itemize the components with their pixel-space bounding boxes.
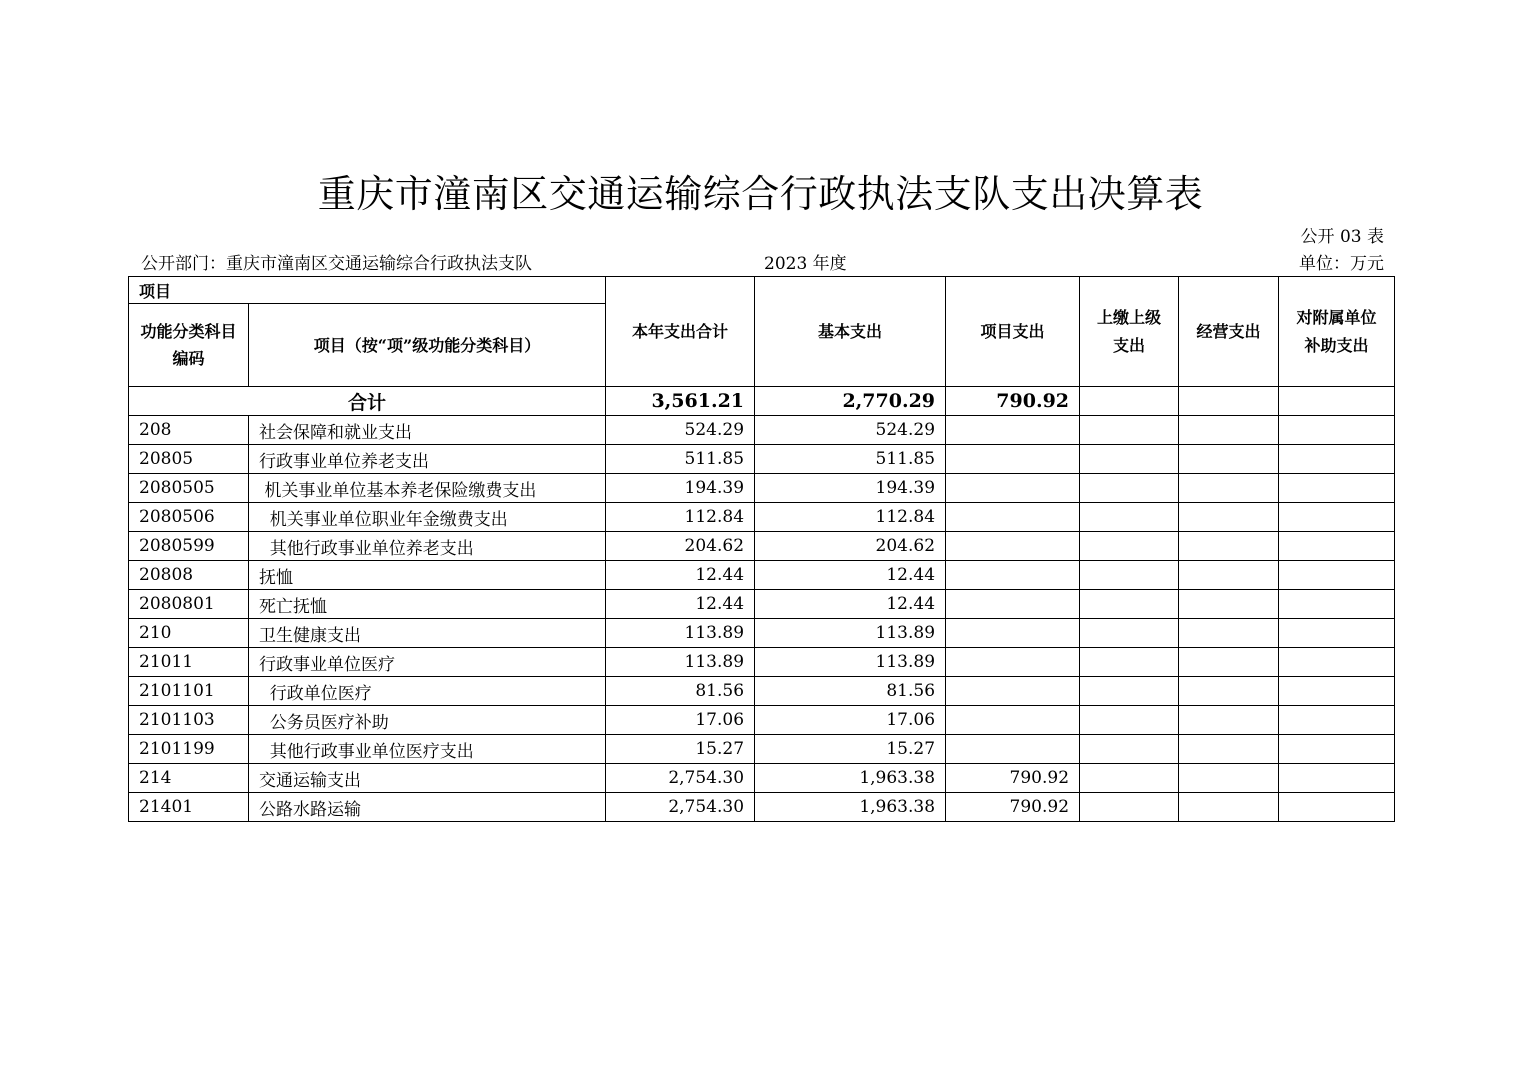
table-row (129, 735, 1395, 764)
total-cell-upper (1080, 387, 1179, 416)
row-code: 21011 (129, 648, 249, 677)
row-basic-expenditure: 12.44 (755, 561, 946, 590)
row-code: 2080505 (129, 474, 249, 503)
expenditure-table (128, 276, 1395, 822)
row-total-expenditure: 12.44 (606, 561, 755, 590)
row-basic-expenditure: 1,963.38 (755, 793, 946, 822)
row-business-expenditure (1179, 677, 1279, 706)
row-upper-expenditure (1080, 445, 1179, 474)
row-project-expenditure (946, 416, 1080, 445)
row-name: 行政事业单位医疗 (249, 648, 606, 677)
row-subsidy-expenditure (1279, 735, 1395, 764)
row-code: 210 (129, 619, 249, 648)
row-subsidy-expenditure (1279, 619, 1395, 648)
row-project-expenditure (946, 648, 1080, 677)
row-upper-expenditure (1080, 561, 1179, 590)
row-subsidy-expenditure (1279, 764, 1395, 793)
row-name: 其他行政事业单位医疗支出 (249, 735, 606, 764)
row-subsidy-expenditure (1279, 532, 1395, 561)
row-upper-expenditure (1080, 706, 1179, 735)
total-cell-basic: 2,770.29 (755, 387, 946, 416)
row-basic-expenditure: 194.39 (755, 474, 946, 503)
row-upper-expenditure (1080, 677, 1179, 706)
row-project-expenditure (946, 590, 1080, 619)
row-business-expenditure (1179, 793, 1279, 822)
table-row (129, 561, 1395, 590)
table-row (129, 706, 1395, 735)
row-total-expenditure: 524.29 (606, 416, 755, 445)
row-basic-expenditure: 112.84 (755, 503, 946, 532)
row-basic-expenditure: 12.44 (755, 590, 946, 619)
row-name: 死亡抚恤 (249, 590, 606, 619)
header-name: 项目（按“项”级功能分类科目） (249, 304, 606, 387)
form-number: 公开 03 表 (1300, 227, 1384, 247)
total-cell-project: 790.92 (946, 387, 1080, 416)
row-total-expenditure: 511.85 (606, 445, 755, 474)
row-project-expenditure (946, 503, 1080, 532)
row-basic-expenditure: 511.85 (755, 445, 946, 474)
row-basic-expenditure: 524.29 (755, 416, 946, 445)
department-label: 公开部门：重庆市潼南区交通运输综合行政执法支队 (141, 254, 532, 274)
row-project-expenditure (946, 474, 1080, 503)
table-row (129, 793, 1395, 822)
header-project-expenditure: 项目支出 (946, 277, 1080, 387)
row-upper-expenditure (1080, 764, 1179, 793)
row-business-expenditure (1179, 561, 1279, 590)
row-code: 208 (129, 416, 249, 445)
row-project-expenditure (946, 735, 1080, 764)
header-subsidy: 对附属单位补助支出 (1279, 277, 1395, 387)
header-total: 本年支出合计 (606, 277, 755, 387)
row-business-expenditure (1179, 474, 1279, 503)
row-subsidy-expenditure (1279, 706, 1395, 735)
row-name: 公路水路运输 (249, 793, 606, 822)
row-code: 2101199 (129, 735, 249, 764)
row-business-expenditure (1179, 764, 1279, 793)
header-upper: 上缴上级支出 (1080, 277, 1179, 387)
row-subsidy-expenditure (1279, 561, 1395, 590)
total-cell-total: 3,561.21 (606, 387, 755, 416)
row-business-expenditure (1179, 503, 1279, 532)
table-row (129, 474, 1395, 503)
row-total-expenditure: 17.06 (606, 706, 755, 735)
row-project-expenditure (946, 619, 1080, 648)
row-subsidy-expenditure (1279, 793, 1395, 822)
row-business-expenditure (1179, 532, 1279, 561)
table-row (129, 532, 1395, 561)
row-name: 其他行政事业单位养老支出 (249, 532, 606, 561)
header-code: 功能分类科目编码 (129, 304, 249, 387)
row-subsidy-expenditure (1279, 503, 1395, 532)
row-code: 20808 (129, 561, 249, 590)
row-total-expenditure: 2,754.30 (606, 793, 755, 822)
row-name: 抚恤 (249, 561, 606, 590)
row-upper-expenditure (1080, 735, 1179, 764)
table-row (129, 445, 1395, 474)
row-upper-expenditure (1080, 590, 1179, 619)
row-business-expenditure (1179, 445, 1279, 474)
row-project-expenditure (946, 561, 1080, 590)
row-code: 2101103 (129, 706, 249, 735)
fiscal-year: 2023 年度 (764, 254, 847, 274)
row-code: 2080506 (129, 503, 249, 532)
row-basic-expenditure: 113.89 (755, 648, 946, 677)
row-code: 2080599 (129, 532, 249, 561)
row-name: 机关事业单位职业年金缴费支出 (249, 503, 606, 532)
row-name: 机关事业单位基本养老保险缴费支出 (249, 474, 606, 503)
row-upper-expenditure (1080, 648, 1179, 677)
row-total-expenditure: 204.62 (606, 532, 755, 561)
row-project-expenditure (946, 445, 1080, 474)
row-business-expenditure (1179, 706, 1279, 735)
row-name: 社会保障和就业支出 (249, 416, 606, 445)
total-cell-subsidy (1279, 387, 1395, 416)
table-row (129, 590, 1395, 619)
row-code: 20805 (129, 445, 249, 474)
row-total-expenditure: 2,754.30 (606, 764, 755, 793)
row-name: 交通运输支出 (249, 764, 606, 793)
row-name: 公务员医疗补助 (249, 706, 606, 735)
row-total-expenditure: 113.89 (606, 619, 755, 648)
total-cell-business (1179, 387, 1279, 416)
row-name: 卫生健康支出 (249, 619, 606, 648)
total-label: 合计 (129, 387, 606, 416)
row-total-expenditure: 12.44 (606, 590, 755, 619)
row-basic-expenditure: 17.06 (755, 706, 946, 735)
row-business-expenditure (1179, 735, 1279, 764)
row-total-expenditure: 15.27 (606, 735, 755, 764)
row-code: 21401 (129, 793, 249, 822)
row-project-expenditure: 790.92 (946, 793, 1080, 822)
row-basic-expenditure: 113.89 (755, 619, 946, 648)
row-name: 行政事业单位养老支出 (249, 445, 606, 474)
row-upper-expenditure (1080, 532, 1179, 561)
row-project-expenditure (946, 706, 1080, 735)
table-row (129, 648, 1395, 677)
table-row (129, 619, 1395, 648)
row-business-expenditure (1179, 590, 1279, 619)
row-subsidy-expenditure (1279, 590, 1395, 619)
row-project-expenditure (946, 677, 1080, 706)
row-name: 行政单位医疗 (249, 677, 606, 706)
row-upper-expenditure (1080, 416, 1179, 445)
row-business-expenditure (1179, 416, 1279, 445)
row-upper-expenditure (1080, 793, 1179, 822)
row-total-expenditure: 81.56 (606, 677, 755, 706)
table-row (129, 677, 1395, 706)
table-row (129, 764, 1395, 793)
header-project: 项目 (129, 277, 606, 304)
row-business-expenditure (1179, 648, 1279, 677)
table-row (129, 416, 1395, 445)
header-business: 经营支出 (1179, 277, 1279, 387)
row-basic-expenditure: 81.56 (755, 677, 946, 706)
row-code: 2080801 (129, 590, 249, 619)
row-basic-expenditure: 15.27 (755, 735, 946, 764)
row-code: 2101101 (129, 677, 249, 706)
table-row (129, 503, 1395, 532)
row-code: 214 (129, 764, 249, 793)
unit-label: 单位：万元 (1299, 254, 1384, 274)
row-subsidy-expenditure (1279, 416, 1395, 445)
row-total-expenditure: 194.39 (606, 474, 755, 503)
row-subsidy-expenditure (1279, 677, 1395, 706)
row-subsidy-expenditure (1279, 648, 1395, 677)
row-subsidy-expenditure (1279, 445, 1395, 474)
row-total-expenditure: 113.89 (606, 648, 755, 677)
page-title: 重庆市潼南区交通运输综合行政执法支队支出决算表 (317, 172, 1204, 216)
row-upper-expenditure (1080, 474, 1179, 503)
row-basic-expenditure: 204.62 (755, 532, 946, 561)
header-basic: 基本支出 (755, 277, 946, 387)
row-project-expenditure: 790.92 (946, 764, 1080, 793)
row-subsidy-expenditure (1279, 474, 1395, 503)
row-business-expenditure (1179, 619, 1279, 648)
row-project-expenditure (946, 532, 1080, 561)
row-total-expenditure: 112.84 (606, 503, 755, 532)
row-upper-expenditure (1080, 619, 1179, 648)
row-upper-expenditure (1080, 503, 1179, 532)
total-row (129, 387, 1395, 416)
row-basic-expenditure: 1,963.38 (755, 764, 946, 793)
